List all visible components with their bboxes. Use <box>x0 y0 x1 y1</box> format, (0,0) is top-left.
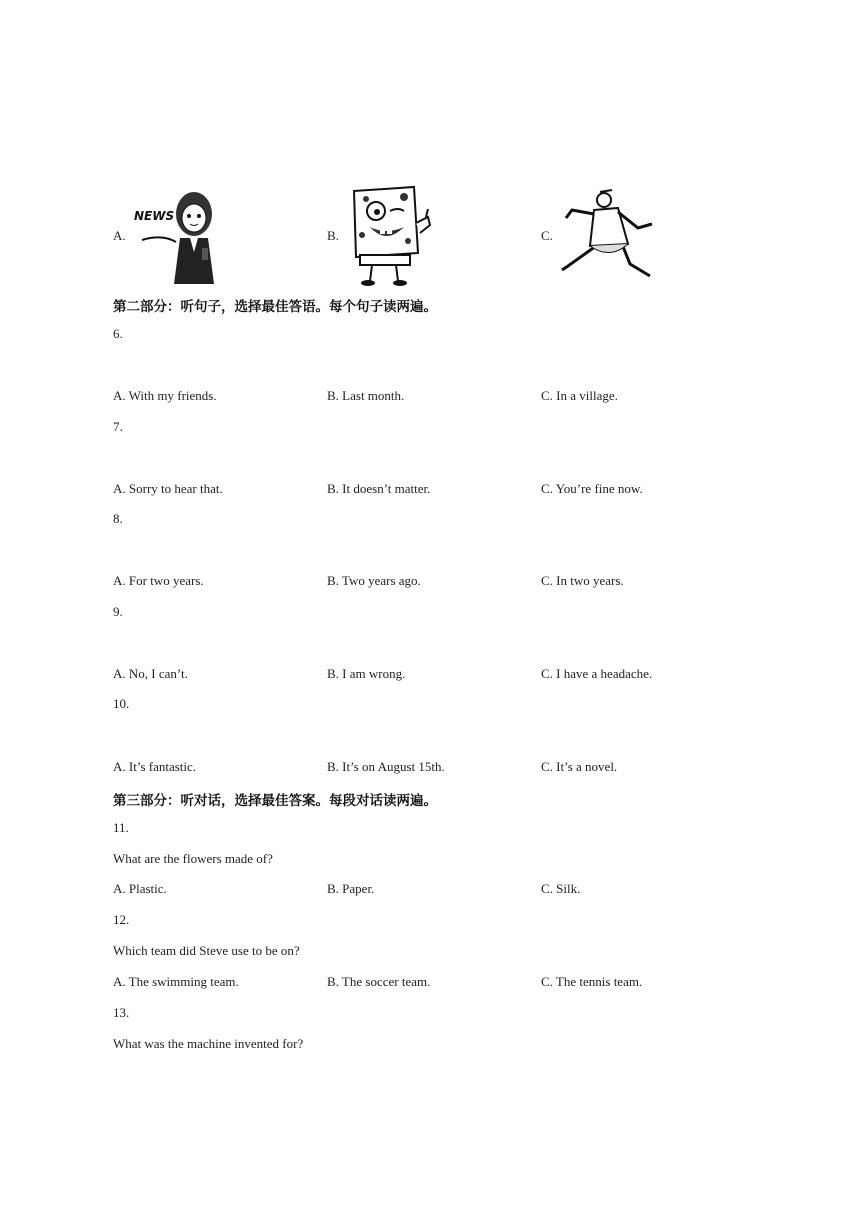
kung-fu-man-icon <box>560 188 660 284</box>
answer-option-a: A. The swimming team. <box>113 974 239 989</box>
option-a-label: A. <box>113 228 126 243</box>
answer-option-c: C. In two years. <box>541 573 624 588</box>
answer-option-b: B. Two years ago. <box>327 573 421 588</box>
answer-option-b: B. The soccer team. <box>327 974 431 989</box>
answer-option-c: C. It’s a novel. <box>541 759 618 774</box>
answer-option-a: A. No, I can’t. <box>113 666 188 681</box>
question-text: Which team did Steve use to be on? <box>113 943 300 958</box>
question-number: 6. <box>113 326 123 341</box>
cartoon-sponge-picture <box>346 183 436 288</box>
answer-option-a: A. For two years. <box>113 573 204 588</box>
answer-option-b: B. Paper. <box>327 881 375 896</box>
question-text: What are the flowers made of? <box>113 851 273 866</box>
question-number: 10. <box>113 696 130 711</box>
answer-option-b: B. I am wrong. <box>327 666 406 681</box>
news-reporter-picture <box>132 186 232 286</box>
question-number: 9. <box>113 604 123 619</box>
answer-option-b: B. It doesn’t matter. <box>327 481 431 496</box>
answer-option-c: C. In a village. <box>541 388 618 403</box>
question-text: What was the machine invented for? <box>113 1036 304 1051</box>
question-number: 8. <box>113 511 123 526</box>
option-b-label: B. <box>327 228 339 243</box>
cartoon-sponge-icon <box>346 183 436 288</box>
answer-option-a: A. It’s fantastic. <box>113 759 197 774</box>
answer-option-c: C. The tennis team. <box>541 974 643 989</box>
news-reporter-icon <box>132 186 232 286</box>
option-c-label: C. <box>541 228 553 243</box>
answer-option-a: A. Plastic. <box>113 881 167 896</box>
section-3-heading: 第三部分：听对话，选择最佳答案。每段对话读两遍。 <box>113 793 437 809</box>
answer-option-c: C. I have a headache. <box>541 666 653 681</box>
kung-fu-man-picture <box>560 188 660 284</box>
question-number: 12. <box>113 912 130 927</box>
answer-option-c: C. Silk. <box>541 881 581 896</box>
section-2-heading: 第二部分：听句子，选择最佳答语。每个句子读两遍。 <box>113 299 437 315</box>
question-number: 11. <box>113 820 129 835</box>
answer-option-b: B. Last month. <box>327 388 405 403</box>
answer-option-a: A. With my friends. <box>113 388 217 403</box>
question-number: 13. <box>113 1005 130 1020</box>
answer-option-c: C. You’re fine now. <box>541 481 643 496</box>
answer-option-b: B. It’s on August 15th. <box>327 759 445 774</box>
question-number: 7. <box>113 419 123 434</box>
news-sign: NEWS <box>134 209 175 223</box>
answer-option-a: A. Sorry to hear that. <box>113 481 223 496</box>
